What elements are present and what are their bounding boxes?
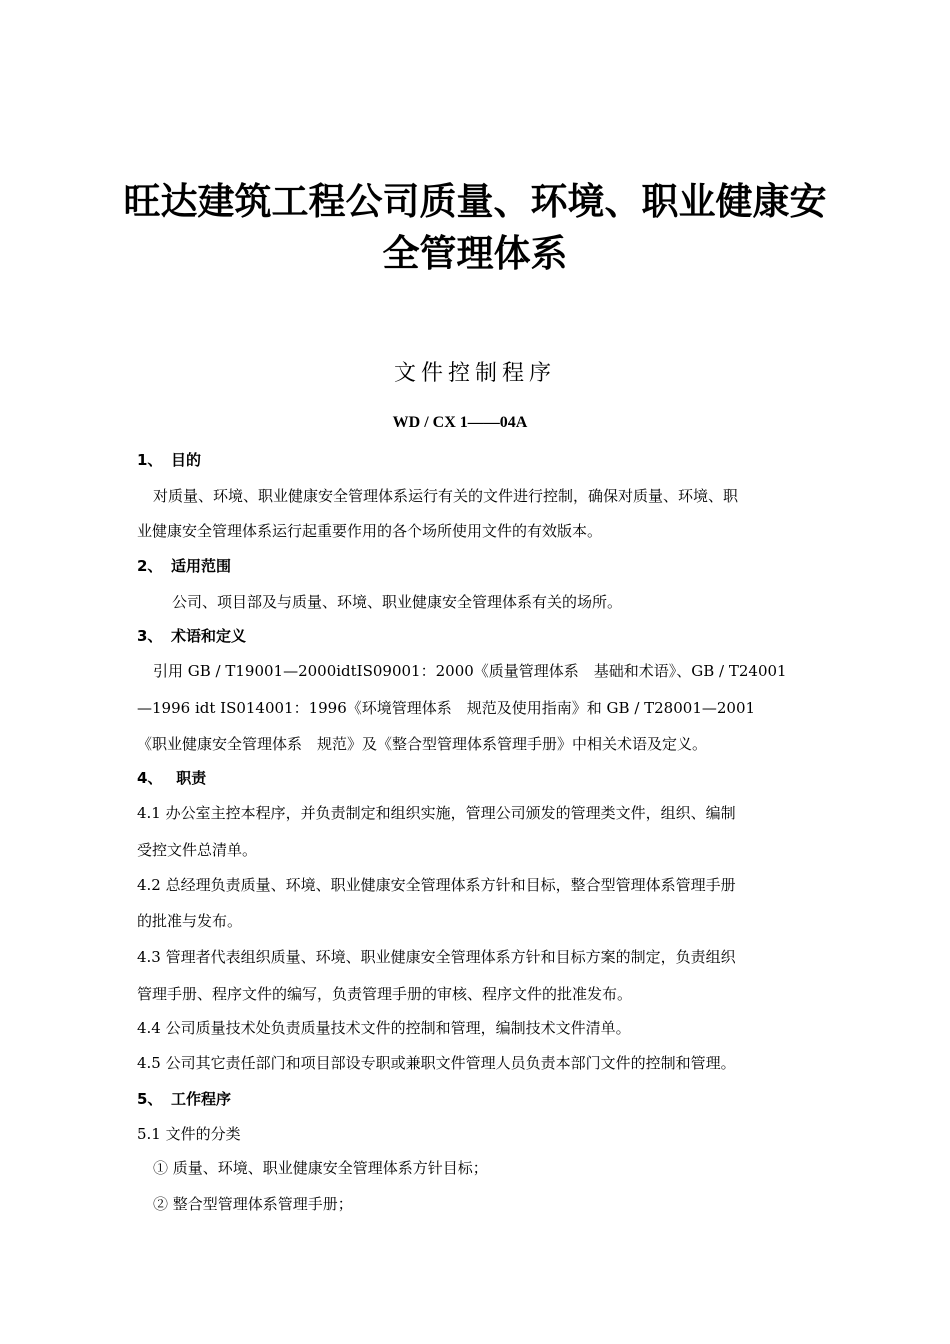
section-title: 适用范围 xyxy=(171,557,232,575)
paragraph-line: 4.1 办公室主控本程序，并负责制定和组织实施，管理公司颁发的管理类文件，组织、编制 xyxy=(137,804,736,822)
list-item: ① 质量、环境、职业健康安全管理体系方针目标； xyxy=(153,1159,488,1177)
document-code: WD / CX 1——04A xyxy=(392,414,528,431)
paragraph-line: 4.5 公司其它责任部门和项目部设专职或兼职文件管理人员负责本部门文件的控制和管理。 xyxy=(137,1054,736,1072)
paragraph-line: 4.4 公司质量技术处负责质量技术文件的控制和管理，编制技术文件清单。 xyxy=(137,1019,631,1037)
document-title-line1: 旺达建筑工程公司质量、环境、职业健康安 xyxy=(123,180,827,223)
section-number: 3、 xyxy=(137,627,163,645)
paragraph-line: 业健康安全管理体系运行起重要作用的各个场所使用文件的有效版本。 xyxy=(137,522,603,540)
section-number: 1、 xyxy=(137,451,163,469)
document-title-line2: 全管理体系 xyxy=(382,232,568,275)
paragraph-line: 对质量、环境、职业健康安全管理体系运行有关的文件进行控制，确保对质量、环境、职 xyxy=(153,487,739,505)
section-title: 目的 xyxy=(171,451,202,469)
paragraph-line: 5.1 文件的分类 xyxy=(137,1125,241,1143)
list-item: ② 整合型管理体系管理手册； xyxy=(153,1195,353,1213)
section-heading-terms xyxy=(137,625,817,647)
paragraph-line: 公司、项目部及与质量、环境、职业健康安全管理体系有关的场所。 xyxy=(172,593,623,611)
document-subtitle: 文件控制程序 xyxy=(393,361,556,386)
paragraph-line: 受控文件总清单。 xyxy=(137,841,258,859)
section-number: 5、 xyxy=(137,1090,163,1108)
paragraph-line: 引用 GB / T19001—2000idtIS09001：2000《质量管理体系 基础和术语》、GB / T24001 xyxy=(153,662,787,680)
paragraph-line: 4.3 管理者代表组织质量、环境、职业健康安全管理体系方针和目标方案的制定，负责组织 xyxy=(137,948,736,966)
paragraph-line: 管理手册、程序文件的编写，负责管理手册的审核、程序文件的批准发布。 xyxy=(137,985,633,1003)
paragraph-line: 的批准与发布。 xyxy=(137,912,243,930)
section-title: 工作程序 xyxy=(171,1090,232,1108)
document-title xyxy=(120,176,830,280)
section-title: 职责 xyxy=(171,769,207,787)
section-number: 2、 xyxy=(137,557,163,575)
section-title: 术语和定义 xyxy=(171,627,247,645)
paragraph-line: 4.2 总经理负责质量、环境、职业健康安全管理体系方针和目标，整合型管理体系管理手册 xyxy=(137,876,736,894)
section-heading-purpose xyxy=(137,449,817,471)
paragraph-line: 《职业健康安全管理体系 规范》及《整合型管理体系管理手册》中相关术语及定义。 xyxy=(137,735,708,753)
section-heading-scope xyxy=(137,555,817,577)
section-heading-responsibilities xyxy=(137,767,817,789)
section-number: 4、 xyxy=(137,769,163,787)
paragraph-line: —1996 idt IS014001：1996《环境管理体系 规范及使用指南》和 GB / T28001—2001 xyxy=(137,699,756,717)
section-heading-procedure xyxy=(137,1088,817,1110)
